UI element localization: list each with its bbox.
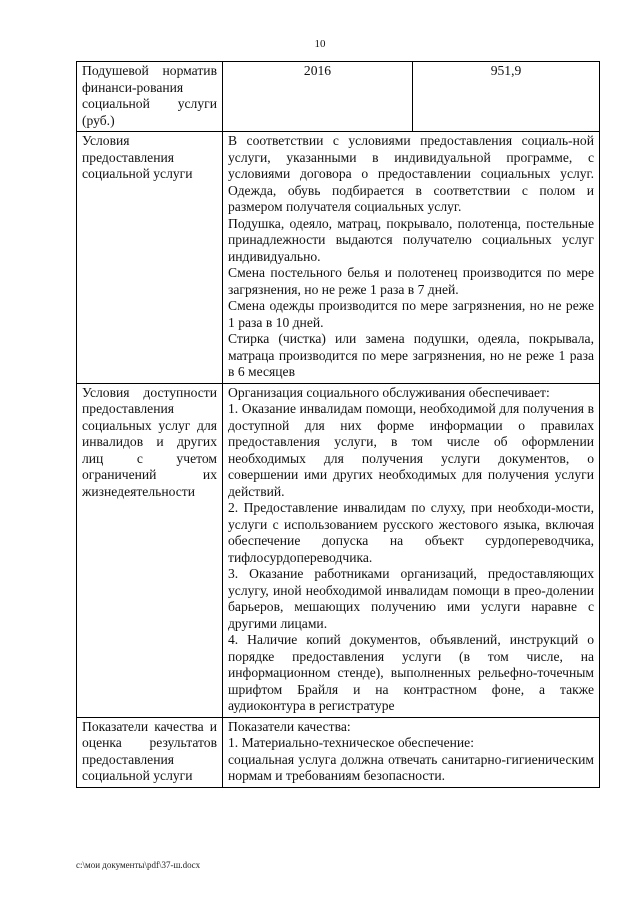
accessibility-paragraph: 4. Наличие копий документов, объявлений, инструкций о порядке предоставления услуги (в том числе, на информационном стенде), выполненных рельефно-точечным шрифтом Брайля и на контрастном фоне, а также аудиоконтура в регистратуре	[228, 632, 594, 713]
service-conditions-label: Условия предоставления социальной услуги	[77, 132, 223, 384]
service-conditions-paragraph: Стирка (чистка) или замена подушки, одеяла, покрывала, матраца производится по мере загрязнения, но не реже 1 раза в 6 месяцев	[228, 331, 594, 379]
table-row-accessibility	[77, 383, 600, 717]
table-row-service-conditions	[77, 132, 600, 384]
funding-norm-year: 2016	[223, 62, 413, 132]
service-conditions-paragraph: Подушка, одеяло, матрац, покрывало, полотенца, постельные принадлежности выдаются получателю социальных услуг индивидуально.	[228, 215, 594, 264]
table-row-funding-norm	[77, 62, 600, 132]
service-conditions-paragraph: В соответствии с условиями предоставления социаль-ной услуги, указанными в индивидуальной программе, с условиями договора о предоставлении социальных услуг. Одежда, обувь подбирается в соответствии с полом и размером получателя социальных услуг.	[228, 133, 594, 214]
service-standard-table	[76, 61, 600, 788]
page-number: 10	[314, 38, 326, 50]
accessibility-paragraph: 1. Оказание инвалидам помощи, необходимой для получения в доступной для них форме информации о правилах предоставления услуги, в том числе об оформлении необходимых для получения услуги документов, о совершении ими других необходимых для получения услуги действий.	[228, 401, 594, 499]
service-conditions-text	[223, 132, 600, 384]
accessibility-label: Условия доступности предоставления социальных услуг для инвалидов и других лиц с учетом ограничений их жизнедеятельности	[77, 383, 223, 717]
service-conditions-paragraph: Смена одежды производится по мере загрязнения, но не реже 1 раза в 10 дней.	[228, 298, 594, 330]
quality-indicators-paragraph: Показатели качества:	[228, 718, 351, 734]
accessibility-text	[223, 383, 600, 717]
footer-file-path: c:\мои документы\pdf\37-ш.docx	[76, 860, 201, 870]
table-row-quality-indicators	[77, 717, 600, 787]
quality-indicators-text	[223, 717, 600, 787]
funding-norm-label: Подушевой норматив финанси-рования социальной услуги (руб.)	[77, 62, 223, 132]
service-conditions-paragraph: Смена постельного белья и полотенец производится по мере загрязнения, но не реже 1 раза в 7 дней.	[228, 265, 594, 297]
quality-indicators-paragraph: 1. Материально-техническое обеспечение:	[228, 735, 474, 750]
quality-indicators-paragraph: социальная услуга должна отвечать санитарно-гигиеническим нормам и требованиям безопасности.	[228, 751, 594, 783]
accessibility-paragraph: Организация социального обслуживания обеспечивает:	[228, 384, 550, 400]
quality-indicators-label: Показатели качества и оценка результатов предоставления социальной услуги	[77, 717, 223, 787]
funding-norm-value: 951,9	[413, 62, 600, 132]
accessibility-paragraph: 3. Оказание работниками организаций, предоставляющих услугу, иной необходимой инвалидам помощи в прео-долении барьеров, мешающих получению ими услуги наравне с другими лицами.	[228, 566, 594, 631]
accessibility-paragraph: 2. Предоставление инвалидам по слуху, при необходи-мости, услуги с использованием русского жестового языка, включая обеспечение допуска на объект сурдопереводчика, тифлосурдопереводчика.	[228, 500, 594, 565]
